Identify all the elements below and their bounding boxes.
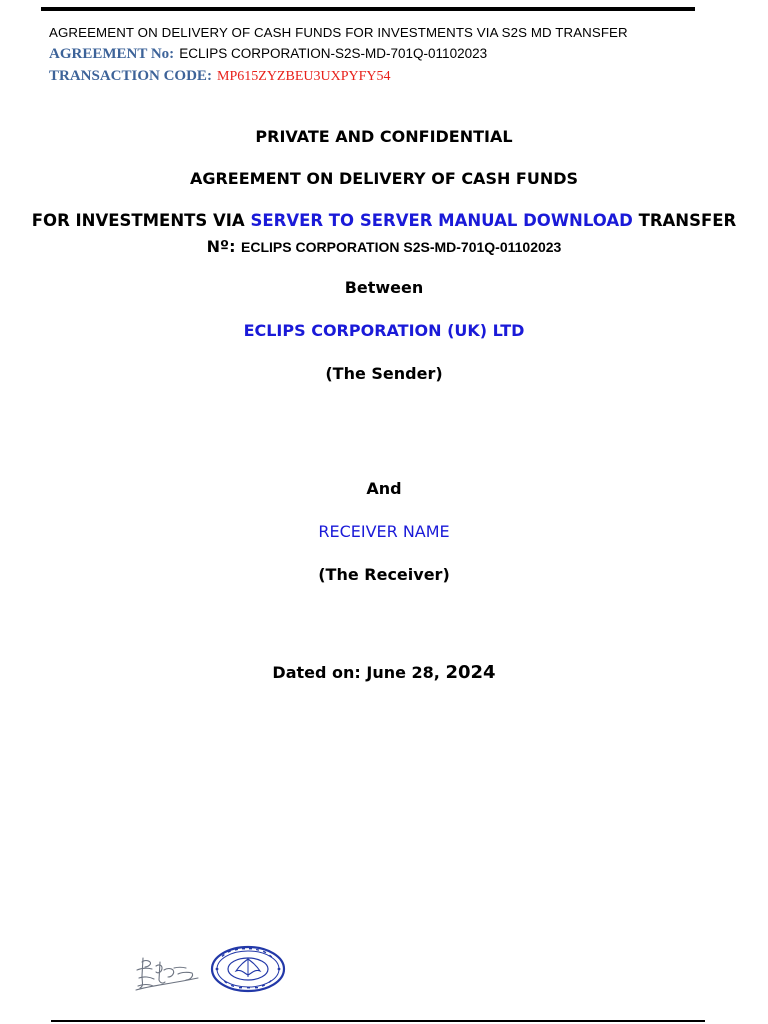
investments-highlight: SERVER TO SERVER MANUAL DOWNLOAD — [250, 211, 633, 230]
dated-year: 2024 — [445, 662, 496, 683]
investments-line — [0, 211, 768, 230]
company-seal-image — [210, 945, 286, 993]
number-value: ECLIPS CORPORATION S2S-MD-701Q-01102023 — [241, 239, 562, 255]
transaction-code-value: MP615ZYZBEU3UXPYFY54 — [217, 69, 391, 84]
between-label: Between — [344, 278, 424, 297]
agreement-number-label: AGREEMENT No: — [49, 46, 175, 62]
agreement-number-value: ECLIPS CORPORATION-S2S-MD-701Q-01102023 — [179, 46, 488, 61]
top-rule — [41, 7, 695, 11]
sender-name: ECLIPS CORPORATION (UK) LTD — [243, 321, 525, 340]
dated-line — [0, 662, 768, 683]
receiver-role: (The Receiver) — [318, 565, 450, 584]
agreement-title: AGREEMENT ON DELIVERY OF CASH FUNDS — [189, 169, 579, 188]
confidential-heading: PRIVATE AND CONFIDENTIAL — [255, 127, 513, 146]
transaction-code-line — [49, 65, 391, 85]
investments-suffix: TRANSFER — [638, 211, 737, 230]
agreement-number-line-body — [0, 237, 768, 256]
transaction-code-label: TRANSACTION CODE: — [49, 68, 212, 84]
signature-image — [134, 950, 204, 994]
receiver-name: RECEIVER NAME — [318, 522, 450, 541]
sender-role: (The Sender) — [325, 364, 443, 383]
and-label: And — [366, 479, 402, 498]
bottom-rule — [51, 1020, 705, 1022]
number-label: Nº: — [206, 237, 236, 256]
investments-prefix: FOR INVESTMENTS VIA — [31, 211, 245, 230]
header-title: AGREEMENT ON DELIVERY OF CASH FUNDS FOR INVESTMENTS VIA S2S MD TRANSFER — [49, 25, 628, 40]
dated-prefix: Dated on: June 28, — [272, 663, 440, 682]
agreement-number-line — [49, 43, 487, 63]
